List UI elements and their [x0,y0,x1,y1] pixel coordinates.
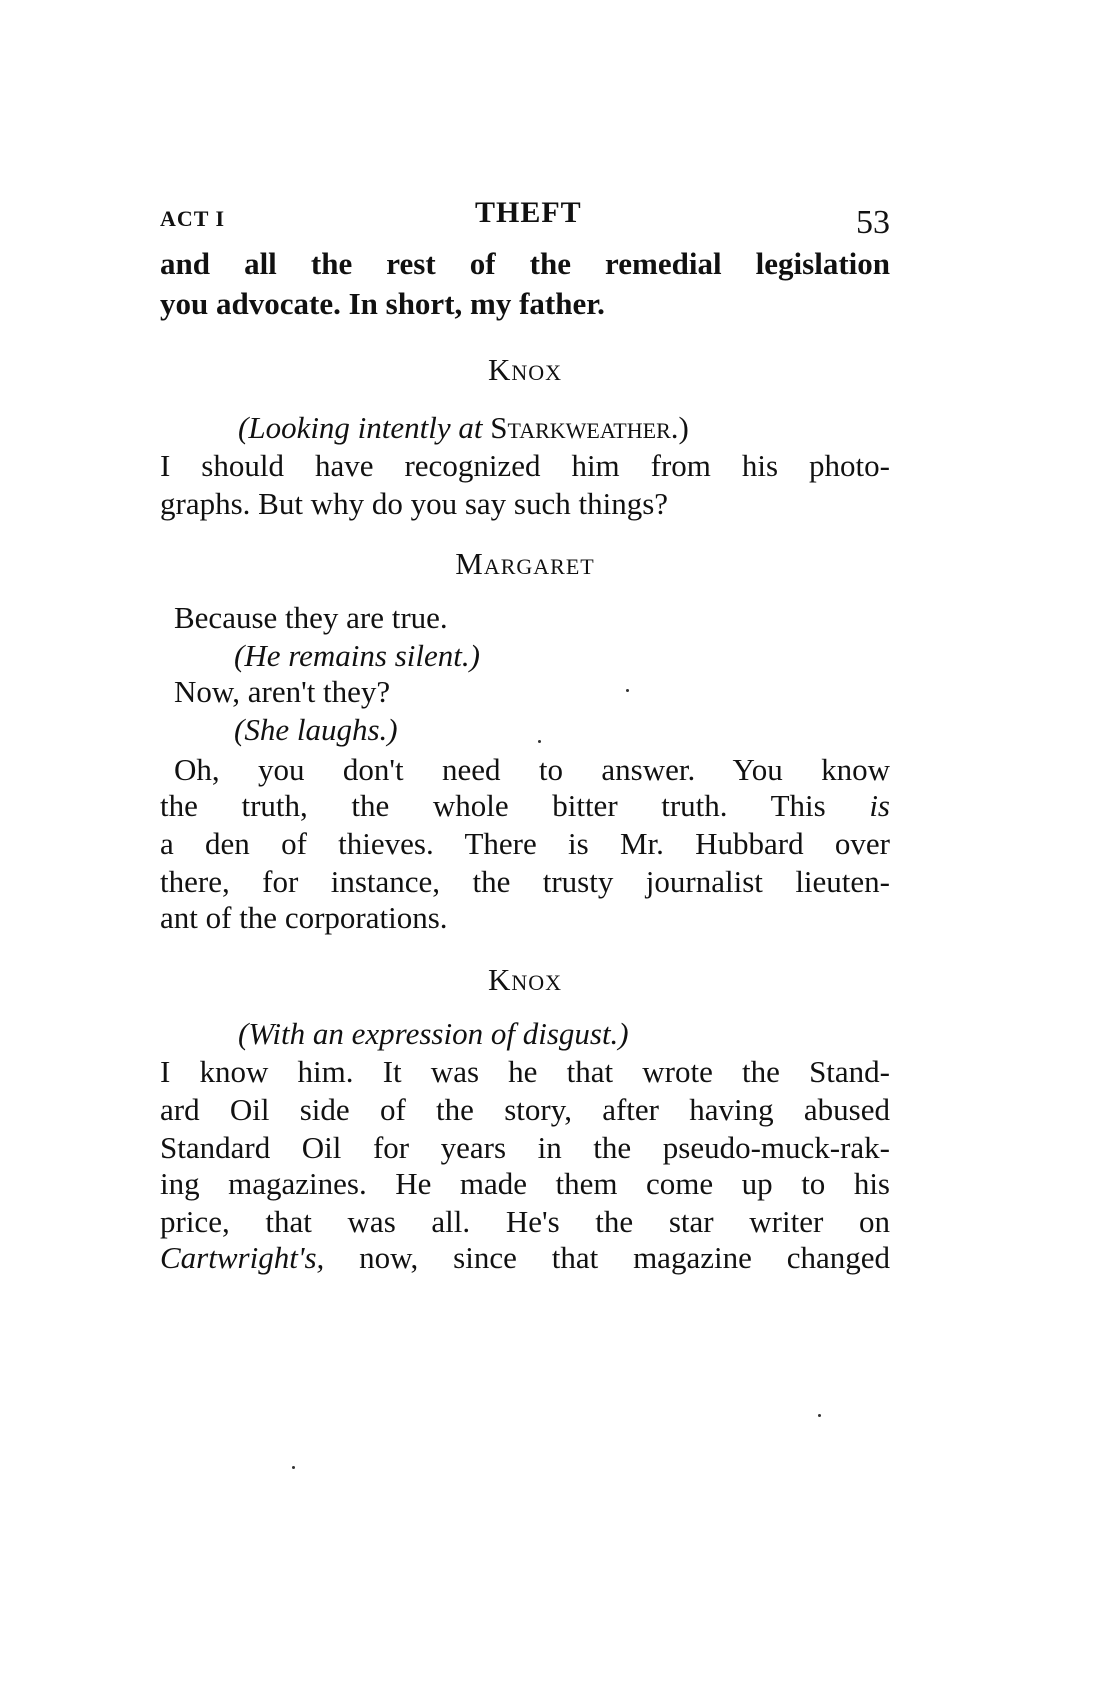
text-line: Because they are true. [174,600,448,635]
text-line: graphs. But why do you say such things? [160,486,669,521]
emphasis-text: is [869,788,890,823]
speaker-name: Knox [487,352,563,387]
text-segment: now, since that magazine changed [324,1240,890,1275]
stage-direction-text: (Looking intently at [238,410,491,445]
text-line: there, for instance, the trusty journalist lieuten- [160,864,890,899]
act-label: ACT I [160,206,226,231]
stage-direction: (She laughs.) [234,712,398,747]
stage-direction [238,410,689,446]
scan-speck [538,740,541,743]
text-line: a den of thieves. There is Mr. Hubbard over [160,826,890,861]
scan-speck [818,1414,821,1417]
speaker-name: Knox [487,962,563,997]
text-line [160,786,890,826]
page-number: 53 [856,204,890,241]
stage-direction: (With an expression of disgust.) [238,1016,629,1051]
text-segment: the truth, the whole bitter truth. This [160,788,870,823]
text-line: ant of the corporations. [160,900,448,935]
scan-speck [292,1466,295,1469]
text-line: and all the rest of the remedial legislation [160,246,890,281]
text-line: Standard Oil for years in the pseudo-muck-rak- [160,1130,890,1165]
text-line: I should have recognized him from his photo- [160,448,890,483]
magazine-title: Cartwright's, [160,1240,325,1275]
text-line [160,1238,890,1278]
stage-direction-close: ) [678,410,689,445]
text-line: ard Oil side of the story, after having abused [160,1092,890,1127]
running-title: THEFT [475,196,582,229]
text-line: I know him. It was he that wrote the Stand- [160,1054,890,1089]
text-line: Oh, you don't need to answer. You know [174,752,890,787]
text-line: ing magazines. He made them come up to his [160,1166,890,1201]
scan-speck [626,689,629,692]
text-line: Now, aren't they? [174,674,391,709]
speaker-name: Margaret [455,546,595,581]
stage-direction: (He remains silent.) [234,638,480,673]
text-line: price, that was all. He's the star writer on [160,1204,890,1239]
text-line: you advocate. In short, my father. [160,286,605,321]
character-name: Starkweather. [490,410,679,445]
running-header [160,196,890,246]
